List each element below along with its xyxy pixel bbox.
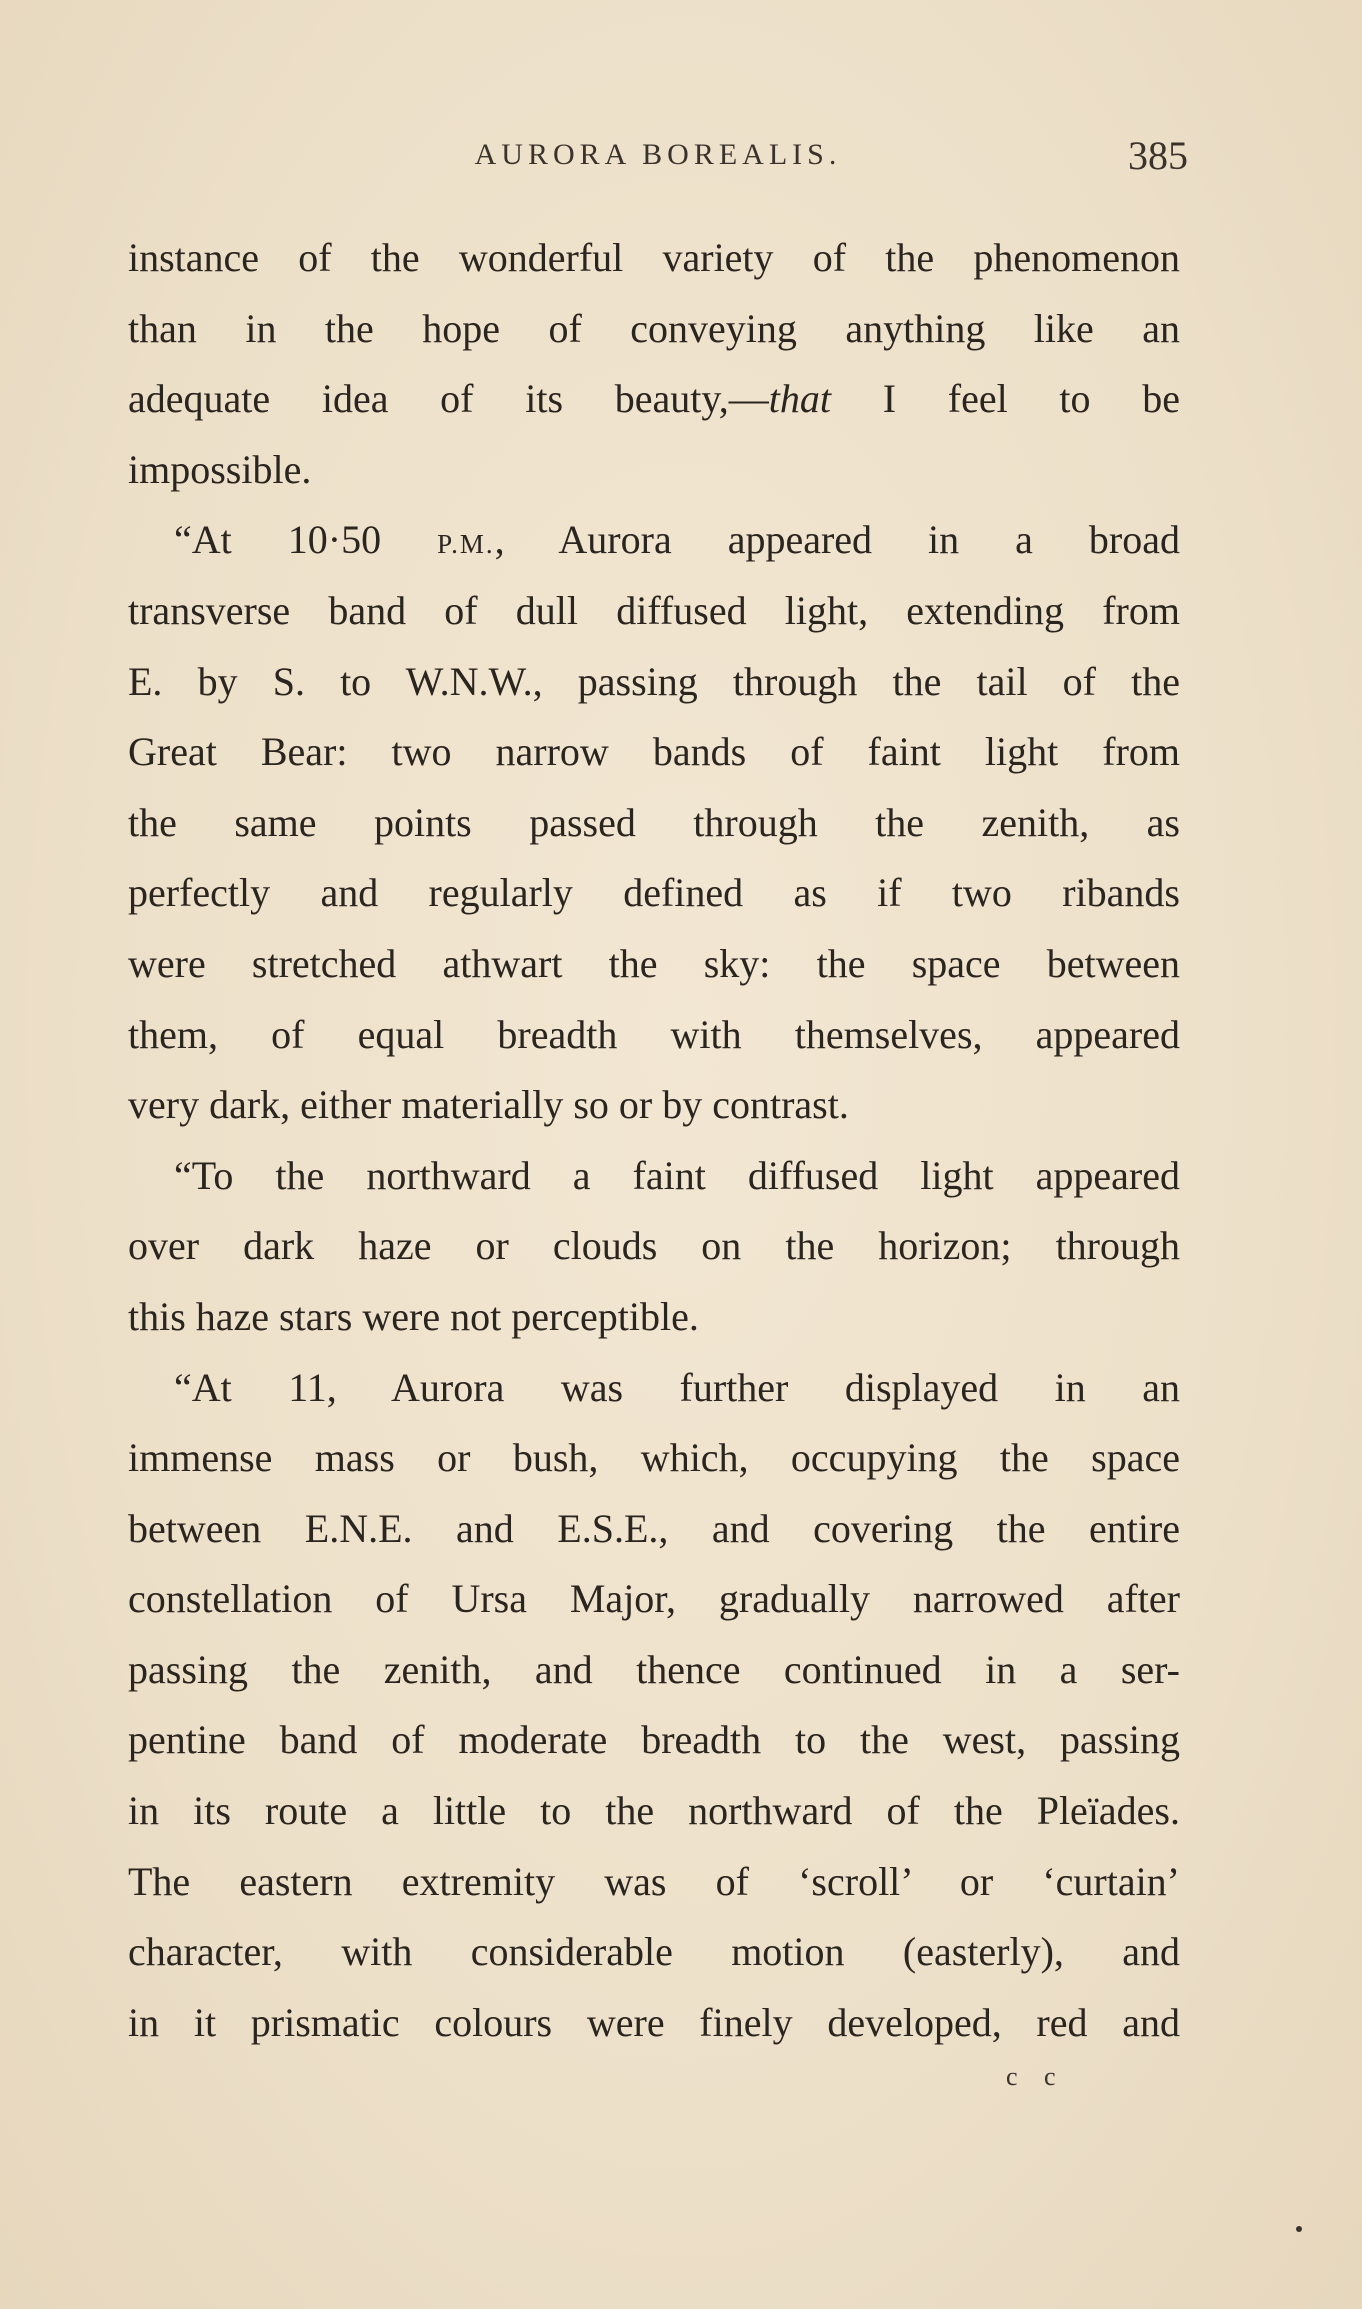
- text-line: [128, 793, 1180, 864]
- text-line: [128, 934, 1180, 1005]
- running-head: [128, 133, 1188, 178]
- text-segment: this haze stars were not perceptible.: [128, 1293, 699, 1339]
- text-line: [128, 863, 1180, 934]
- text-segment: transverse band of dull diffused light, extending from: [128, 587, 1180, 633]
- text-segment: immense mass or bush, which, occupying the space: [128, 1435, 1180, 1481]
- text-line: [128, 1993, 1180, 2064]
- text-segment: “At 10·50: [174, 517, 438, 563]
- small-caps-text: P.M.: [437, 529, 495, 560]
- text-segment: E. by S. to W.N.W., passing through the tail of the: [128, 658, 1180, 704]
- text-segment: than in the hope of conveying anything like an: [128, 305, 1180, 351]
- ink-speck: [1296, 2226, 1302, 2232]
- text-line: [128, 722, 1180, 793]
- running-title: AURORA BOREALIS.: [474, 138, 842, 171]
- text-segment: The eastern extremity was of ‘scroll’ or ‘curtain’: [128, 1858, 1180, 1904]
- text-segment: “At 11, Aurora was further displayed in an: [174, 1364, 1180, 1410]
- text-segment: in it prismatic colours were finely developed, red and: [128, 1999, 1180, 2045]
- page-number: 385: [1128, 133, 1188, 178]
- text-segment: the same points passed through the zenith, as: [128, 799, 1180, 845]
- text-segment: character, with considerable motion (easterly), and: [128, 1929, 1180, 1975]
- text-line: [128, 510, 1180, 581]
- italic-text: that: [768, 376, 831, 422]
- text-segment: I feel to be: [831, 376, 1180, 422]
- text-segment: between E.N.E. and E.S.E., and covering the entire: [128, 1505, 1180, 1551]
- text-line: [128, 299, 1180, 370]
- text-segment: them, of equal breadth with themselves, appeared: [128, 1011, 1180, 1057]
- text-line: [128, 1922, 1180, 1993]
- text-segment: , Aurora appeared in a broad: [494, 517, 1180, 563]
- text-segment: very dark, either materially so or by contrast.: [128, 1082, 849, 1128]
- text-segment: constellation of Ursa Major, gradually narrowed after: [128, 1576, 1180, 1622]
- text-line: [128, 581, 1180, 652]
- text-segment: Great Bear: two narrow bands of faint light from: [128, 729, 1180, 775]
- text-line: [128, 440, 1180, 511]
- text-line: [128, 1287, 1180, 1358]
- text-segment: adequate idea of its beauty,—: [128, 376, 769, 422]
- text-line: [128, 1216, 1180, 1287]
- text-segment: perfectly and regularly defined as if two ribands: [128, 870, 1180, 916]
- text-segment: in its route a little to the northward of the Pleïades.: [128, 1788, 1180, 1834]
- text-segment: “To the northward a faint diffused light appeared: [174, 1152, 1180, 1198]
- text-line: [128, 1781, 1180, 1852]
- text-segment: impossible.: [128, 446, 312, 492]
- text-line: [128, 1146, 1180, 1217]
- text-line: [128, 1710, 1180, 1781]
- text-segment: instance of the wonderful variety of the phenomenon: [128, 235, 1180, 280]
- text-segment: pentine band of moderate breadth to the west, passing: [128, 1717, 1180, 1763]
- text-line: [128, 1358, 1180, 1429]
- body-text: [128, 228, 1180, 2063]
- text-segment: over dark haze or clouds on the horizon; through: [128, 1223, 1180, 1269]
- text-line: [128, 1428, 1180, 1499]
- text-segment: were stretched athwart the sky: the space between: [128, 940, 1180, 986]
- text-line: [128, 652, 1180, 723]
- text-line: [128, 1075, 1180, 1146]
- text-line: [128, 1852, 1180, 1923]
- text-line: [128, 228, 1180, 299]
- text-line: [128, 1499, 1180, 1570]
- text-segment: passing the zenith, and thence continued in a ser-: [128, 1646, 1180, 1692]
- signature-mark: c c: [1006, 2062, 1066, 2091]
- text-line: [128, 1640, 1180, 1711]
- text-line: [128, 369, 1180, 440]
- text-line: [128, 1569, 1180, 1640]
- text-line: [128, 1005, 1180, 1076]
